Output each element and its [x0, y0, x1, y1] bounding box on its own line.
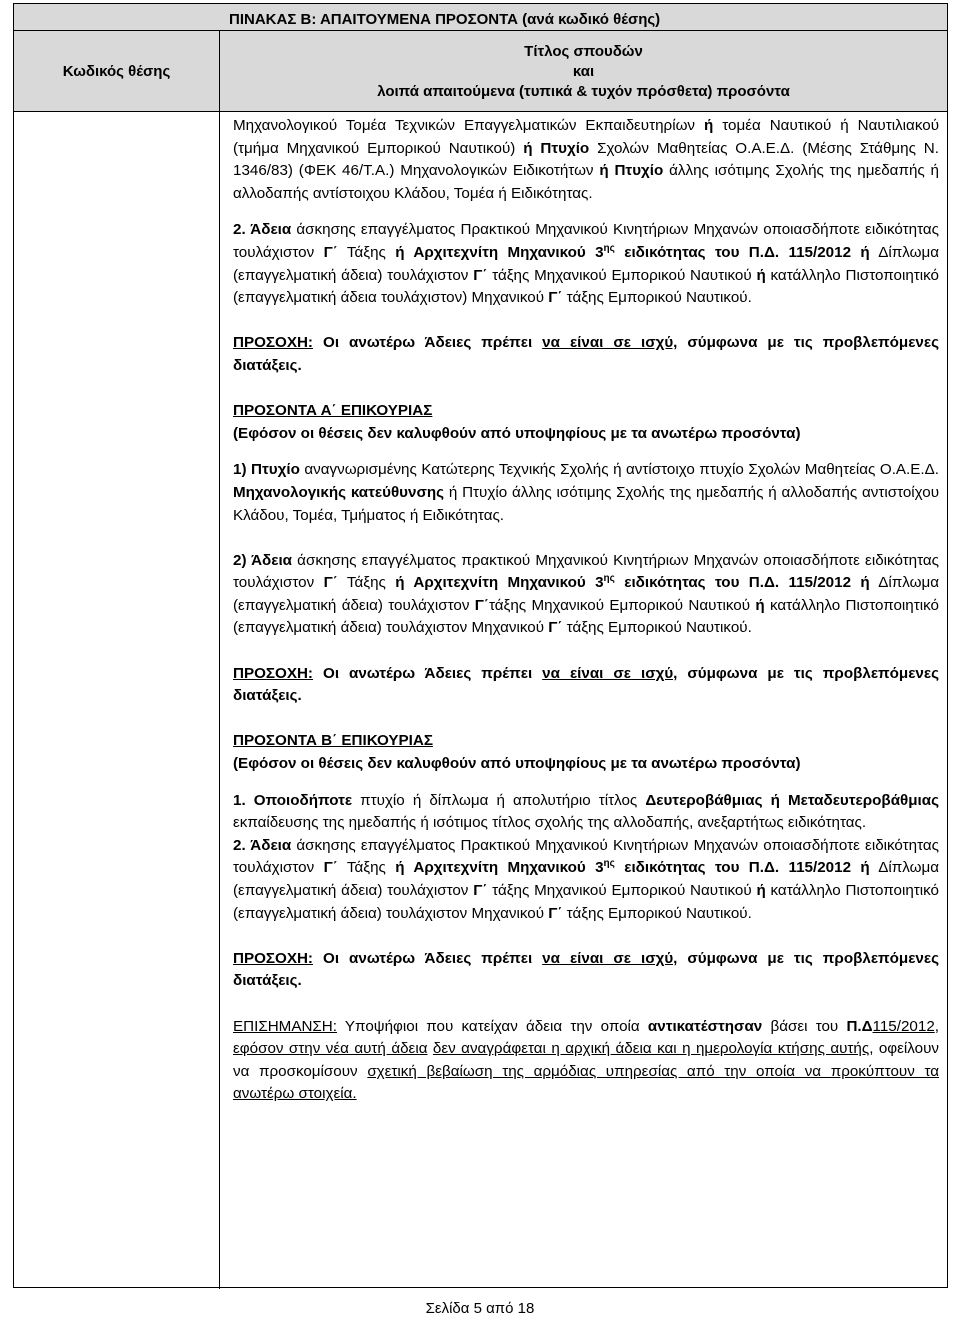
- section-a-subtitle: (Εφόσον οι θέσεις δεν καλυφθούν από υποψηφίους με τα ανωτέρω προσόντα): [233, 424, 801, 442]
- text-fragment: 115/2012 ή: [779, 574, 870, 592]
- section-b-subtitle: (Εφόσον οι θέσεις δεν καλυφθούν από υποψηφίους με τα ανωτέρω προσόντα): [233, 755, 801, 773]
- text-fragment: τάξης Μηχανικού Εμπορικού Ναυτικού: [487, 266, 757, 284]
- text-fragment: 1) Πτυχίο: [233, 461, 300, 479]
- text-fragment: άσκησης επαγγέλματος Πρακτικού Μηχανικού Κινητήριων Μηχανών οποιασδήποτε ειδικότητας τουλάχιστον: [233, 836, 939, 877]
- text-fragment: κατάλληλο Πιστοποιητικό (επαγγελματική άδεια τουλάχιστον) Μηχανικού: [233, 266, 939, 307]
- text-fragment: , οφείλουν να προσκομίσουν: [233, 1040, 939, 1080]
- text-fragment: να είναι σε ισχύ,: [542, 664, 678, 682]
- column-divider: [219, 109, 220, 1289]
- text-fragment: να είναι σε ισχύ,: [542, 334, 678, 352]
- table-header-row: [14, 31, 947, 112]
- text-fragment: Γ΄: [323, 243, 338, 261]
- text-fragment: κατάλληλο Πιστοποιητικό (επαγγελματική άδεια) τουλάχιστον Μηχανικού: [233, 596, 939, 637]
- text-fragment: σύμφωνα με τις προβλεπόμενες διατάξεις.: [233, 334, 939, 374]
- text-fragment: ΠΡΟΣΟΧΗ:: [233, 664, 313, 682]
- text-fragment: 2) Άδεια: [233, 551, 293, 569]
- text-fragment: ης: [603, 858, 615, 870]
- section-a-license-notice: [233, 663, 939, 708]
- text-fragment: άσκησης επαγγέλματος Πρακτικού Μηχανικού Κινητήριων Μηχανών οποιασδήποτε ειδικότητας τουλάχιστον: [233, 221, 939, 261]
- text-fragment: ειδικότητας του Π.Δ.: [614, 243, 780, 261]
- text-fragment: Δευτεροβάθμιας ή Μεταδευτεροβάθμιας: [645, 791, 939, 809]
- text-fragment: αναγνωρισμένης Κατώτερης Τεχνικής Σχολής ή αντίστοιχο πτυχίο Σχολών Μαθητείας Ο.Α.Ε.Δ.: [299, 461, 939, 479]
- text-fragment: άλλης ισότιμης Σχολής της ημεδαπής ή αλλοδαπής αντίστοιχου Κλάδου, Τομέα ή Ειδικότητας.: [233, 162, 939, 202]
- text-fragment: σύμφωνα με τις προβλεπόμενες διατάξεις.: [233, 949, 939, 990]
- text-fragment: Μηχανολογικού Τομέα Τεχνικών Επαγγελματικών Εκπαιδευτηρίων: [233, 117, 704, 134]
- text-fragment: Γ΄: [548, 619, 563, 637]
- text-fragment: σχετική βεβαίωση της αρμόδιας υπηρεσίας από την οποία να προκύπτουν τα ανωτέρω στοιχεία.: [233, 1062, 940, 1103]
- text-fragment: Υποψήφιοι που κατείχαν άδεια την οποία: [337, 1017, 648, 1035]
- text-fragment: Οι ανωτέρω Άδειες πρέπει: [313, 949, 543, 967]
- section-a-item-1: [233, 459, 939, 527]
- text-fragment: τάξης Μηχανικού Εμπορικού Ναυτικού: [488, 596, 756, 614]
- section-b-license-notice: [233, 948, 939, 993]
- text-fragment: Τάξης: [337, 574, 396, 592]
- qualifications-cell: [233, 115, 939, 1106]
- text-fragment: ή Αρχιτεχνίτη Μηχανικού 3: [395, 859, 604, 877]
- text-fragment: κατάλληλο Πιστοποιητικό (επαγγελματική άδεια) τουλάχιστον Μηχανικού: [233, 882, 939, 922]
- text-fragment: ή: [703, 117, 714, 134]
- text-fragment: ΕΠΙΣΗΜΑΝΣΗ:: [233, 1017, 337, 1035]
- text-fragment: ,: [934, 1017, 939, 1035]
- text-fragment: Γ΄: [323, 574, 338, 592]
- text-fragment: Γ΄: [548, 289, 563, 307]
- text-fragment: τάξης Εμπορικού Ναυτικού.: [562, 289, 752, 307]
- text-fragment: Δίπλωμα (επαγγελματική άδεια) τουλάχιστον: [233, 859, 939, 899]
- text-fragment: 115/2012 ή: [779, 243, 870, 261]
- text-fragment: 115/2012: [872, 1017, 935, 1035]
- text-fragment: Οι ανωτέρω Άδειες πρέπει: [313, 664, 543, 682]
- text-fragment: 2. Άδεια: [233, 836, 292, 854]
- degree-title-header: [220, 31, 947, 112]
- remark-paragraph: [233, 1016, 939, 1106]
- text-fragment: τάξης Μηχανικού Εμπορικού Ναυτικού: [487, 882, 757, 899]
- text-fragment: εφόσον στην νέα αυτή άδεια: [233, 1040, 428, 1058]
- text-fragment: Μηχανολογικής κατεύθυνσης: [233, 483, 445, 501]
- table-title-row: [14, 4, 947, 31]
- degree-title-header-line1: Τίτλος σπουδών: [524, 42, 643, 60]
- text-fragment: σύμφωνα με τις προβλεπόμενες διατάξεις.: [233, 664, 939, 705]
- text-fragment: ή Πτυχίο άλλης ισότιμης Σχολής της ημεδαπής ή αλλοδαπής αντιστοίχου Κλάδου, Τομέα, Τμήματος ή Ειδικότητας.: [233, 483, 939, 524]
- text-fragment: πτυχίο ή δίπλωμα ή απολυτήριο τίτλος: [352, 791, 646, 809]
- main-qualification-license: [233, 219, 939, 309]
- text-fragment: Π.Δ: [846, 1017, 873, 1035]
- degree-title-header-line2: και: [572, 62, 595, 80]
- text-fragment: ειδικότητας του Π.Δ.: [614, 574, 780, 592]
- text-fragment: Οι ανωτέρω Άδειες πρέπει: [313, 334, 543, 352]
- text-fragment: 115/2012 ή: [779, 859, 870, 877]
- text-fragment: Τάξης: [337, 243, 396, 261]
- text-fragment: βάσει του: [762, 1017, 847, 1035]
- section-b-title: ΠΡΟΣΟΝΤΑ Β΄ ΕΠΙΚΟΥΡΙΑΣ: [233, 732, 433, 750]
- text-fragment: Δίπλωμα (επαγγελματική άδεια) τουλάχιστον: [233, 574, 939, 614]
- text-fragment: ΠΡΟΣΟΧΗ:: [233, 334, 313, 352]
- text-fragment: Γ΄: [323, 859, 338, 877]
- text-fragment: τάξης Εμπορικού Ναυτικού.: [562, 619, 752, 637]
- text-fragment: Γ΄: [473, 882, 488, 899]
- text-fragment: ή: [755, 596, 765, 614]
- text-fragment: ή Πτυχίο: [523, 139, 590, 157]
- page-number-footer: Σελίδα 5 από 18: [425, 1300, 535, 1317]
- table-title: ΠΙΝΑΚΑΣ Β: ΑΠΑΙΤΟΥΜΕΝΑ ΠΡΟΣΟΝΤΑ (ανά κωδικό θέσης): [229, 11, 661, 28]
- text-fragment: ειδικότητας του Π.Δ.: [614, 859, 780, 877]
- main-qualification-degree: [233, 115, 939, 205]
- text-fragment: ης: [603, 573, 615, 585]
- text-fragment: ή Πτυχίο: [599, 162, 664, 180]
- text-fragment: Σχολών Μαθητείας Ο.Α.Ε.Δ. (Μέσης Στάθμης Ν. 1346/83) (ΦΕΚ 46/Τ.Α.) Μηχανολογικών Ειδικοτήτων: [233, 139, 939, 180]
- main-license-notice: [233, 332, 939, 377]
- text-fragment: τομέα Ναυτικού ή Ναυτιλιακού (τμήμα Μηχανικού Εμπορικού Ναυτικού): [233, 117, 939, 157]
- text-fragment: εκπαίδευσης της ημεδαπής ή ισότιμος τίτλος σχολής της αλλοδαπής, ανεξαρτήτως ειδικότητας.: [233, 814, 867, 832]
- text-fragment: ης: [603, 242, 615, 254]
- text-fragment: ή Αρχιτεχνίτη Μηχανικού 3: [395, 574, 604, 592]
- degree-title-header-line3: λοιπά απαιτούμενα (τυπικά & τυχόν πρόσθετα) προσόντα: [377, 82, 790, 100]
- text-fragment: Γ΄: [548, 904, 563, 922]
- text-fragment: Γ΄: [473, 266, 488, 284]
- section-b-item-1: [233, 790, 939, 835]
- section-a-item-2: [233, 550, 939, 640]
- section-b-item-2: [233, 835, 939, 925]
- text-fragment: Τάξης: [337, 859, 396, 877]
- text-fragment: δεν αναγράφεται η αρχική άδεια και η ημερολογία κτήσης αυτής: [432, 1040, 870, 1058]
- text-fragment: ΠΡΟΣΟΧΗ:: [233, 949, 313, 967]
- text-fragment: να είναι σε ισχύ,: [542, 949, 678, 967]
- position-code-header: Κωδικός θέσης: [62, 63, 171, 80]
- header-column-divider: [219, 31, 220, 112]
- text-fragment: ή: [756, 882, 766, 899]
- text-fragment: τάξης Εμπορικού Ναυτικού.: [562, 904, 752, 922]
- text-fragment: ή: [756, 266, 766, 284]
- text-fragment: ή Αρχιτεχνίτη Μηχανικού 3: [395, 243, 604, 261]
- text-fragment: Δίπλωμα (επαγγελματική άδεια) τουλάχιστον: [233, 243, 939, 284]
- text-fragment: αντικατέστησαν: [647, 1017, 763, 1035]
- text-fragment: άσκησης επαγγέλματος πρακτικού Μηχανικού Κινητήριων Μηχανών οποιασδήποτε ειδικότητας τουλάχιστον: [233, 551, 940, 592]
- text-fragment: 2. Άδεια: [233, 221, 292, 239]
- text-fragment: 1. Οποιοδήποτε: [233, 791, 353, 809]
- section-a-title: ΠΡΟΣΟΝΤΑ Α΄ ΕΠΙΚΟΥΡΙΑΣ: [233, 402, 433, 420]
- text-fragment: Γ΄: [474, 596, 489, 614]
